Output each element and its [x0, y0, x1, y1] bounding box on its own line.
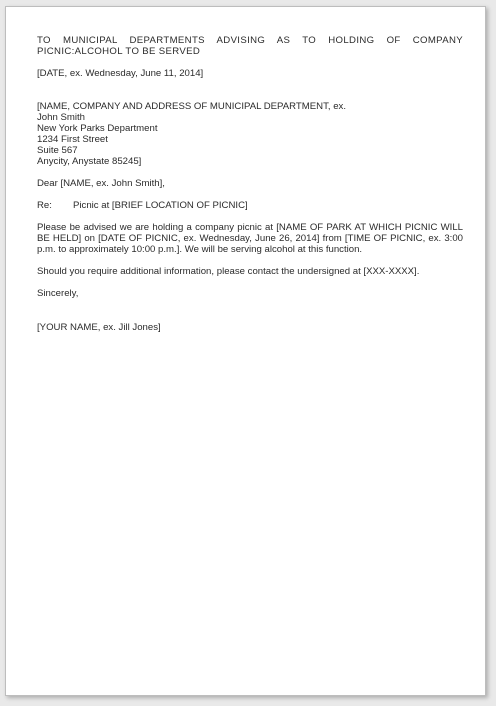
letter-closing: Sincerely, — [37, 288, 79, 299]
letter-subject: TO MUNICIPAL DEPARTMENTS ADVISING AS TO HOLDING OF COMPANY PICNIC:ALCOHOL TO BE SERVED — [37, 35, 463, 57]
recipient-street: 1234 First Street — [37, 134, 108, 145]
re-label: Re: — [37, 200, 52, 211]
letter-re-line — [37, 200, 463, 211]
letter-date: [DATE, ex. Wednesday, June 11, 2014] — [37, 68, 204, 79]
re-text: Picnic at [BRIEF LOCATION OF PICNIC] — [73, 200, 248, 211]
document-page — [5, 6, 486, 696]
letter-salutation: Dear [NAME, ex. John Smith], — [37, 178, 165, 189]
letter-paragraph-2: Should you require additional information, please contact the undersigned at [XXX-XXXX]. — [37, 266, 420, 277]
recipient-name: John Smith — [37, 112, 85, 123]
recipient-city: Anycity, Anystate 85245] — [37, 156, 142, 167]
letter-body — [37, 35, 463, 333]
recipient-address-block — [37, 101, 463, 167]
letter-signature: [YOUR NAME, ex. Jill Jones] — [37, 322, 161, 333]
recipient-placeholder: [NAME, COMPANY AND ADDRESS OF MUNICIPAL DEPARTMENT, ex. — [37, 101, 347, 112]
recipient-suite: Suite 567 — [37, 145, 78, 156]
recipient-department: New York Parks Department — [37, 123, 158, 134]
letter-paragraph-1: Please be advised we are holding a company picnic at [NAME OF PARK AT WHICH PICNIC WILL BE HELD] on [DATE OF PICNIC, ex. Wednesday, June 26, 2014] from [TIME OF PICNIC, ex. 3:00 p.m. to approximately 10:00 p.m.]. We will be serving alcohol at this function. — [37, 222, 463, 255]
